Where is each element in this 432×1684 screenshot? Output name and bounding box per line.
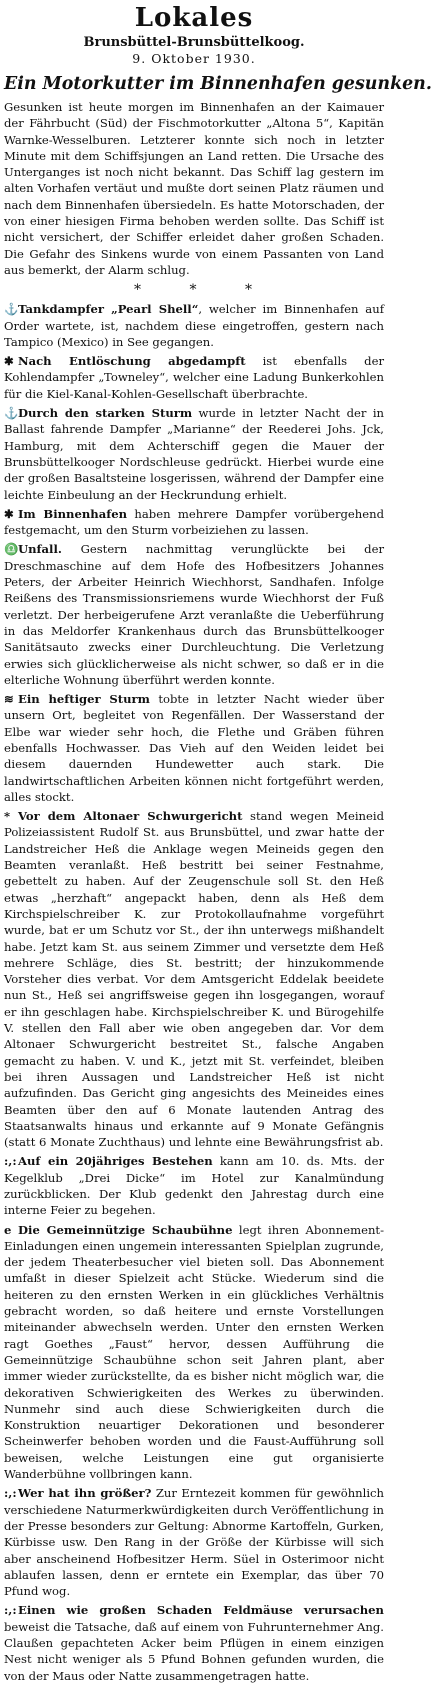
masthead — [4, 2, 384, 67]
article-text: stand wegen Meineid Polizeiassistent Rudolf St. aus Brunsbüttel, und zwar hatte der Landstreicher Heß die Anklage wegen Meineids gegen den Beamten veranlaßt. Heß bestritt bei seiner Festnahme, gebettelt zu haben. Auf der Zeugenschule soll St. den Heß etwas „herzhaft“ angepackt haben, denn als Heß dem Kirchspielschreiber K. zur Protokollaufnahme vorgeführt wurde, bat er um Schutz vor St., der ihn unterwegs mißhandelt habe. Jetzt kam St. aus seinem Zimmer und versetzte dem Heß mehrere Schläge, dies St. bestritt; der hinzukommende Vorsteher dies verbat. Vor dem Amtsgericht Eddelak beeidete nun St., Heß sei angriffsweise gegen ihn losgegangen, worauf er ihn geschlagen habe. Kirchspielschreiber K. und Bürogehilfe V. stellen den Fall aber wie oben angegeben dar. Vor dem Altonaer Schwurgericht bestreitet St., falsche Angaben gemacht zu haben. V. und K., jetzt mit St. verfeindet, bleiben bei ihren Aussagen und Landstreicher Heß ist nicht aufzufinden. Das Gericht ging angesichts des Meineides eines Beamten über den auf 6 Monate lautenden Antrag des Staatsanwalts hinaus und erkannte auf 9 Monate Gefängnis (statt 6 Monate Zuchthaus) und lehnte eine Bewährungsfrist ab. — [4, 809, 384, 1150]
anchor-icon: ⚓ — [4, 406, 19, 421]
article-lead: Einen wie großen Schaden Feldmäuse verursachen — [18, 1603, 384, 1618]
dots-icon: :,: — [4, 1603, 17, 1618]
article-column — [4, 99, 384, 1684]
section-title: Lokales — [134, 3, 254, 33]
article-binnenhafen — [4, 506, 384, 539]
anchor-icon: ⚓ — [4, 302, 19, 317]
scales-icon: ♎ — [4, 542, 19, 557]
article-text: , welcher im Binnenhafen auf Order wartete, ist, nachdem diese eingetroffen, gestern nach Tampico (Mexico) in See gegangen. — [4, 302, 384, 349]
article-text: wurde in letzter Nacht der in Ballast fahrende Dampfer „Marianne“ der Reederei Johs. Jck, Hamburg, mit dem Achterschiff gegen die Mauer der Brunsbüttelkooger Nordschleuse gedrückt. Hierbei wurde eine der großen Basaltsteine losgerissen, während der Dampfer eine leichte Einbeulung an der Heckrundung erhielt. — [4, 406, 384, 502]
article-text: tobte in letzter Nacht wieder über unsern Ort, begleitet von Regenfällen. Der Wasserstand der Elbe war wieder sehr hoch, die Flethe und Gräben führen ebenfalls Hochwasser. Das Vieh auf den Weiden leidet bei diesem dauernden Hundewetter auch stark. Die landwirtschaftlichen Arbeiten können nicht fortgeführt werden, alles stockt. — [4, 692, 385, 804]
article-text: Gestern nachmittag verunglückte bei der Dreschmaschine auf dem Hofe des Hofbesitzers Johannes Peters, der Arbeiter Heinrich Wiechhorst, Sandhafen. Infolge Reißens des Transmissionsriemens wurde Wiechhorst der Fuß verletzt. Der herbeigerufene Arzt veranlaßte die Ueberführung in das Meldorfer Krankenhaus durch das Brunsbüttelkooger Sanitätsauto zwecks einer Durchleuchtung. Die Verletzung erwies sich glücklicherweise als nicht schwer, so daß er in die elterliche Wohnung überführt werden konnte. — [4, 542, 384, 687]
star-icon: ✱ — [4, 354, 14, 369]
article-tankdampfer — [4, 301, 384, 350]
section-subtitle: Brunsbüttel-Brunsbüttelkoog. — [83, 35, 305, 50]
article-text: haben mehrere Dampfer vorübergehend festgemacht, um den Sturm vorbeiziehen zu lassen. — [4, 506, 384, 538]
letter-icon: e — [4, 1222, 12, 1237]
article-unfall — [4, 541, 384, 688]
article-entloeschung — [4, 353, 384, 402]
article-text: kann am 10. ds. Mts. der Kegelklub „Drei Dicke“ im Hotel zur Kanalmündung zurückblicken. Der Klub gedenkt den Jahrestag durch eine interne Feier zu begehen. — [4, 1154, 384, 1218]
asterisk-icon: * — [4, 809, 11, 824]
article-text: legt ihren Abonnement-Einladungen einen ungemein interessanten Spielplan zugrunde, der jedem Theaterbesucher viel bieten soll. Das Abonnement umfaßt in dieser Spielzeit acht Stücke. Wiederum sind die heiteren zu den ernsten Werken in ein glückliches Verhältnis gebracht worden, so daß heitere und ernste Vorstellungen miteinander abwechseln werden. Unter den ernsten Werken ragt Goethes „Faust“ hervor, dessen Aufführung die Gemeinnützige Schaubühne schon seit Jahren plant, aber immer wieder zurückstellte, da es bisher nicht möglich war, die dekorativen Schwierigkeiten des Werkes zu überwinden. Nunmehr sind auch diese Schwierigkeiten durch die Konstruktion neuartiger Dekorationen und besonderer Scheinwerfer behoben worden und die Faust-Aufführung soll beweisen, welche Leistungen eine gut organisierte Wanderbühne vollbringen kann. — [4, 1222, 385, 1482]
article-feldmaeuse — [4, 1602, 384, 1683]
article-kuerbis — [4, 1485, 384, 1599]
waves-icon: ≋ — [4, 692, 14, 707]
article-lead: Tankdampfer „Pearl Shell“ — [18, 302, 199, 317]
article-text: Zur Erntezeit kommen für gewöhnlich verschiedene Naturmerkwürdigkeiten durch Veröffentlichung in der Presse besonders zur Geltung: Abnorme Kartoffeln, Gurken, Kürbisse usw. Den Rang in der Größe der Kürbisse will sich aber anscheinend Hofbesitzer Herm. Süel in Osterimoor nicht ablaufen lassen, denn er erntete ein Exemplar, das über 70 Pfund wog. — [4, 1486, 384, 1599]
article-lead: Wer hat ihn größer? — [18, 1486, 152, 1501]
article-text: Gesunken ist heute morgen im Binnenhafen an der Kaimauer der Fährbucht (Süd) der Fischmotorkutter „Altona 5“, Kapitän Warnke-Wesselburen. Letzterer konnte sich noch in letzter Minute mit dem Schiffsjungen an Land retten. Die Ursache des Unterganges ist noch nicht bekannt. Das Schiff lag gestern im alten Vorhafen vertäut und mußte dort seinen Platz räumen und nach dem Binnenhafen übersiedeln. Es hatte Motorschaden, der von einer hiesigen Firma behoben werden sollte. Das Schiff ist nicht versichert, der Schiffer erleidet daher großen Schaden. Die Gefahr des Sinkens wurde von einem Passanten von Land aus bemerkt, der Alarm schlug. — [4, 100, 384, 277]
article-lead: Ein heftiger Sturm — [18, 692, 150, 707]
newspaper-page — [4, 2, 432, 1683]
article-lead: Auf ein 20jähriges Bestehen — [18, 1154, 213, 1169]
article-text: beweist die Tatsache, daß auf einem von Fuhrunternehmer Ang. Claußen gepachteten Acker beim Pflügen in einem einzigen Nest nicht weniger als 5 Pfund Bohnen gefunden wurden, die von der Maus oder Natte zusammengetragen hatte. — [4, 1619, 384, 1683]
article-lead: Die Gemeinnützige Schaubühne — [18, 1222, 233, 1237]
dots-icon: :,: — [4, 1486, 17, 1501]
article-lead: Unfall. — [18, 542, 62, 557]
article-schwurgericht — [4, 808, 384, 1150]
star-icon: ✱ — [4, 506, 14, 521]
headline: Ein Motorkutter im Binnenhafen gesunken. — [4, 74, 432, 94]
article-lead: Vor dem Altonaer Schwurgericht — [18, 809, 243, 824]
article-text: ist ebenfalls der Kohlendampfer „Towneley“, welcher eine Ladung Bunkerkohlen für die Kiel-Kanal-Kohlen-Gesellschaft überbrachte. — [4, 354, 384, 401]
article-kegelklub — [4, 1153, 384, 1218]
article-schaubuehne — [4, 1222, 384, 1483]
article-heftiger-sturm — [4, 691, 384, 805]
article-sturm-dampfer — [4, 405, 384, 503]
issue-date: 9. Oktober 1930. — [132, 51, 256, 66]
dots-icon: :,: — [4, 1154, 17, 1169]
article-motorkutter — [4, 99, 384, 278]
article-lead: Im Binnenhafen — [18, 506, 128, 521]
article-lead: Durch den starken Sturm — [18, 406, 193, 421]
article-lead: Nach Entlöschung abgedampft — [18, 354, 246, 369]
separator: * * * — [134, 282, 274, 299]
